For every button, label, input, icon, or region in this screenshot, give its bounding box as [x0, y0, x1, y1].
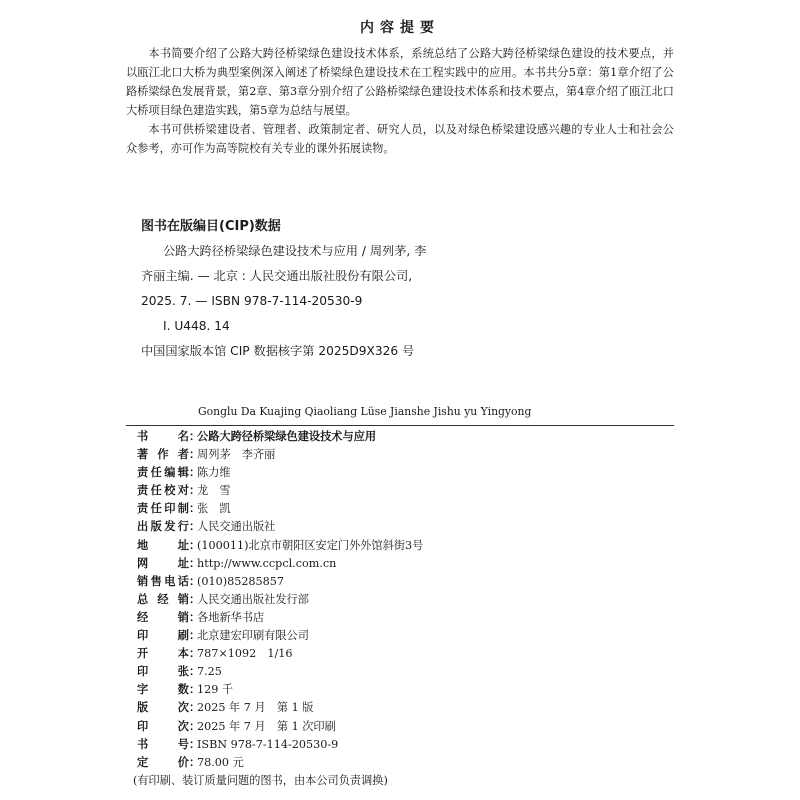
colophon-colon: ：	[189, 719, 201, 733]
colophon-colon: ：	[189, 665, 201, 679]
colophon-colon: ：	[189, 520, 201, 534]
colophon-row	[137, 627, 677, 645]
colophon-value: (010)85285857	[197, 574, 285, 588]
colophon-value: (100011)北京市朝阳区安定门外外馆斜街3号	[197, 538, 424, 552]
colophon-value: 周列茅 李齐丽	[197, 448, 276, 462]
colophon-colon: ：	[189, 556, 201, 570]
colophon-colon: ：	[189, 683, 201, 697]
summary-paragraph: 本书简要介绍了公路大跨径桥梁绿色建设技术体系，系统总结了公路大跨径桥梁绿色建设的技术要点，并以瓯江北口大桥为典型案例深入阐述了桥梁绿色建设技术在工程实践中的应用。本书共分5章：第1章介绍了公路桥梁绿色发展背景，第2章、第3章分别介绍了公路桥梁绿色建设技术体系和技术要点，第4章介绍了瓯江北口大桥项目绿色建造实践，第5章为总结与展望。	[126, 47, 674, 117]
colophon-row	[137, 482, 677, 500]
colophon-label: 书 名	[137, 430, 189, 443]
colophon-row	[137, 537, 677, 555]
colophon-row	[137, 428, 677, 446]
cip-title: 图书在版编目(CIP)数据	[141, 219, 281, 234]
colophon-value: 787×1092 1/16	[197, 647, 293, 661]
colophon-row	[137, 663, 677, 681]
cip-line: 齐丽主编. — 北京 : 人民交通出版社股份有限公司,	[141, 269, 413, 283]
colophon-value: 7.25	[197, 665, 222, 679]
cip-classification: Ⅰ. U448. 14	[163, 319, 230, 333]
colophon-colon: ：	[189, 647, 201, 661]
colophon-colon: ：	[189, 466, 201, 480]
colophon-colon: ：	[189, 610, 201, 624]
colophon-row	[137, 500, 677, 518]
colophon-label: 印 刷	[137, 629, 189, 643]
colophon-label: 经 销	[137, 610, 189, 624]
colophon-row	[137, 446, 677, 464]
summary-paragraph: 本书可供桥梁建设者、管理者、政策制定者、研究人员，以及对绿色桥梁建设感兴趣的专业人士和社会公众参考，亦可作为高等院校有关专业的课外拓展读物。	[126, 123, 674, 155]
colophon-row	[137, 718, 677, 736]
colophon-colon: ：	[189, 574, 201, 588]
colophon-label: 定 价	[137, 755, 189, 769]
colophon-row	[137, 699, 677, 717]
colophon-label: 印 次	[137, 719, 189, 733]
cip-line: 2025. 7. — ISBN 978-7-114-20530-9	[141, 294, 363, 308]
colophon-label: 总 经 销	[137, 592, 189, 606]
colophon-label: 责 任 编 辑	[137, 466, 189, 480]
colophon-label: 印 张	[137, 665, 189, 679]
colophon-row	[137, 645, 677, 663]
summary-section	[126, 44, 674, 158]
colophon-row	[137, 736, 677, 754]
colophon-label: 开 本	[137, 647, 189, 661]
title-romanization: Gonglu Da Kuajing Qiaoliang Lüse Jianshe Jishu yu Yingyong	[198, 405, 532, 418]
colophon-label: 销 售 电 话	[137, 574, 189, 588]
colophon-colon: ：	[189, 538, 201, 552]
colophon-value: 各地新华书店	[197, 610, 265, 624]
colophon-row	[137, 464, 677, 482]
colophon-colon: ：	[189, 701, 201, 715]
colophon-label: 责 任 校 对	[137, 484, 189, 498]
colophon-value: 公路大跨径桥梁绿色建设技术与应用	[197, 430, 377, 443]
cip-record-number: 中国国家版本馆 CIP 数据核字第 2025D9X326 号	[141, 344, 415, 358]
colophon-row	[137, 681, 677, 699]
colophon-row	[137, 609, 677, 627]
colophon-colon: ：	[189, 430, 201, 443]
colophon-colon: ：	[189, 629, 201, 643]
colophon-colon: ：	[189, 502, 201, 516]
colophon-value: ISBN 978-7-114-20530-9	[197, 737, 339, 751]
cip-data-block	[141, 214, 661, 364]
colophon-value: http://www.ccpcl.com.cn	[197, 556, 337, 570]
colophon-value: 129 千	[197, 683, 234, 697]
colophon-colon: ：	[189, 737, 201, 751]
summary-heading: 内容提要	[360, 20, 440, 36]
colophon-colon: ：	[189, 592, 201, 606]
colophon-row	[137, 591, 677, 609]
colophon-rows	[137, 428, 677, 772]
colophon-value: 人民交通出版社	[197, 520, 276, 534]
colophon-value: 北京建宏印刷有限公司	[197, 629, 309, 643]
colophon-value: 张 凯	[197, 502, 231, 516]
colophon	[133, 428, 677, 790]
divider	[126, 425, 674, 426]
colophon-label: 责 任 印 制	[137, 502, 189, 516]
colophon-row	[137, 754, 677, 772]
colophon-label: 著 作 者	[137, 448, 189, 462]
colophon-value: 陈力维	[197, 466, 231, 480]
colophon-value: 78.00 元	[197, 755, 244, 769]
colophon-value: 2025 年 7 月 第 1 版	[197, 701, 314, 715]
colophon-colon: ：	[189, 755, 201, 769]
colophon-label: 网 址	[137, 556, 189, 570]
colophon-value: 龙 雪	[197, 484, 231, 498]
colophon-value: 人民交通出版社发行部	[197, 592, 309, 606]
colophon-label: 字 数	[137, 683, 189, 697]
quality-note: (有印刷、装订质量问题的图书，由本公司负责调换)	[133, 773, 388, 787]
colophon-label: 出 版 发 行	[137, 520, 189, 534]
colophon-label: 版 次	[137, 701, 189, 715]
colophon-row	[137, 518, 677, 536]
colophon-colon: ：	[189, 484, 201, 498]
colophon-value: 2025 年 7 月 第 1 次印刷	[197, 719, 336, 733]
colophon-row	[137, 573, 677, 591]
colophon-label: 地 址	[137, 538, 189, 552]
colophon-colon: ：	[189, 448, 201, 462]
colophon-label: 书 号	[137, 737, 189, 751]
colophon-row	[137, 555, 677, 573]
cip-line: 公路大跨径桥梁绿色建设技术与应用 / 周列茅, 李	[163, 244, 427, 258]
